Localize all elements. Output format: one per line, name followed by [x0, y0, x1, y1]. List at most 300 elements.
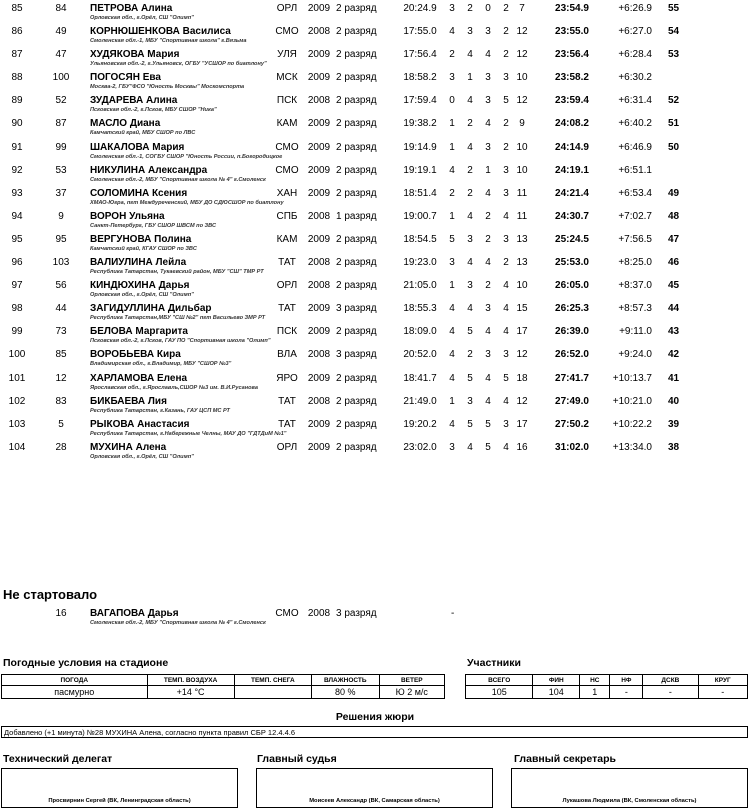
shooting-4: 5 — [503, 95, 509, 107]
shooting-1: 1 — [449, 210, 455, 222]
place-number: 101 — [8, 372, 26, 384]
sport-category: 2 разряд — [336, 418, 377, 430]
bib-number: 5 — [58, 418, 64, 430]
shooting-1: 4 — [449, 418, 455, 430]
finish-time: 26:39.0 — [555, 326, 589, 338]
region-code: СМО — [275, 141, 299, 153]
birth-year: 2009 — [307, 72, 331, 84]
finish-time: 25:53.0 — [555, 257, 589, 269]
sport-category: 2 разряд — [336, 26, 377, 38]
bib-number: 99 — [55, 141, 67, 153]
time-behind: +6:51.1 — [618, 164, 652, 176]
points: 41 — [668, 372, 680, 384]
shooting-2: 4 — [467, 210, 473, 222]
dsq-value: - — [643, 686, 698, 699]
place-number: 92 — [11, 164, 23, 176]
shooting-2: 4 — [467, 257, 473, 269]
place-number: 90 — [11, 118, 23, 130]
result-row — [0, 323, 750, 346]
athlete-club: Камчатский край, МБУ СШОР по ЛВС — [90, 130, 196, 137]
place-number: 103 — [8, 418, 26, 430]
birth-year: 2009 — [307, 187, 331, 199]
ski-time: 19:00.7 — [403, 210, 437, 222]
region-code: ОРЛ — [276, 280, 298, 292]
shooting-4: 5 — [503, 372, 509, 384]
penalty-total: 17 — [516, 418, 528, 430]
sport-category: 2 разряд — [336, 49, 377, 61]
athlete-club: Псковская обл.-2, г.Псков, ГАУ ПО "Спортивная школа "Олимп" — [90, 338, 271, 345]
time-behind: +13:34.0 — [612, 441, 652, 453]
ski-time: 20:52.0 — [403, 349, 437, 361]
athlete-name: ЗАГИДУЛЛИНА Дильбар — [90, 303, 212, 315]
shooting-2: 5 — [467, 326, 473, 338]
birth-year: 2008 — [307, 257, 331, 269]
points: 40 — [668, 395, 680, 407]
birth-year: 2008 — [307, 280, 331, 292]
points: 44 — [668, 303, 680, 315]
ski-time: 17:55.0 — [403, 26, 437, 38]
lap-header: КРУГ — [698, 675, 747, 686]
bib-number: 53 — [55, 164, 67, 176]
region-code: ТАТ — [278, 418, 296, 430]
shooting-3: 4 — [485, 118, 491, 130]
shooting-3: 5 — [485, 441, 491, 453]
athlete-name: ВАЛИУЛИНА Лейла — [90, 257, 187, 269]
athlete-club: Смоленская обл.-2, МБУ "Спортивная школа № 4" г.Смоленск — [90, 176, 266, 183]
finish-time: 24:14.9 — [555, 141, 589, 153]
region-code: СМО — [275, 26, 299, 38]
athlete-club: Орловская обл., г.Орёл, СШ "Олимп" — [90, 453, 194, 460]
result-row — [0, 185, 750, 208]
athlete-name: РЫКОВА Анастасия — [90, 418, 190, 430]
shooting-2: 4 — [467, 303, 473, 315]
athlete-club: Орловская обл., г.Орёл, СШ "Олимп" — [90, 15, 194, 21]
birth-year: 2009 — [307, 49, 331, 61]
shooting-3: 4 — [485, 326, 491, 338]
shooting-2: 1 — [467, 72, 473, 84]
shooting-1: 2 — [449, 187, 455, 199]
shooting-3: 4 — [485, 372, 491, 384]
sport-category: 2 разряд — [336, 3, 377, 14]
athlete-club: Псковская обл.-2, г.Псков, МБУ СШОР "Ника" — [90, 107, 217, 114]
penalty-total: 10 — [516, 280, 528, 292]
shooting-3: 3 — [485, 95, 491, 107]
penalty-total: 18 — [516, 372, 528, 384]
wind-header: ВЕТЕР — [379, 675, 444, 686]
shooting-3: 3 — [485, 72, 491, 84]
region-code: МСК — [276, 72, 298, 84]
bib-number: 84 — [55, 3, 67, 14]
bib-number: 100 — [52, 72, 70, 84]
shooting-1: 4 — [449, 164, 455, 176]
time-behind: +8:25.0 — [618, 257, 652, 269]
finish-time: 23:59.4 — [555, 95, 589, 107]
penalty-total: 12 — [516, 349, 528, 361]
shooting-3: 4 — [485, 187, 491, 199]
bib-number: 44 — [55, 303, 67, 315]
place-number: 88 — [11, 72, 23, 84]
total-value: 105 — [466, 686, 533, 699]
time-behind: +8:57.3 — [618, 303, 652, 315]
points: 51 — [668, 118, 680, 130]
place-number: 94 — [11, 210, 23, 222]
shooting-3: 5 — [485, 418, 491, 430]
athlete-club: Республика Татарстан, Тукаевский район, МБУ "СШ" ТМР РТ — [90, 269, 264, 276]
bib-number: 83 — [55, 395, 67, 407]
penalty-total: 12 — [516, 395, 528, 407]
finish-time: 27:41.7 — [555, 372, 589, 384]
place-number: 98 — [11, 303, 23, 315]
athlete-name: МУХИНА Алена — [90, 441, 167, 453]
time-behind: +9:24.0 — [618, 349, 652, 361]
birth-year: 2009 — [307, 418, 331, 430]
birth-year: 2008 — [307, 608, 331, 619]
shooting-4: 3 — [503, 233, 509, 245]
birth-year: 2009 — [307, 233, 331, 245]
birth-year: 2009 — [307, 441, 331, 453]
shooting-3: 3 — [485, 303, 491, 315]
athlete-name: ХАРЛАМОВА Елена — [90, 372, 188, 384]
shooting-3: 0 — [485, 3, 491, 14]
result-row — [0, 393, 750, 416]
region-code: ОРЛ — [276, 441, 298, 453]
shooting-4: 2 — [503, 118, 509, 130]
shooting-1: 2 — [449, 49, 455, 61]
shooting-1: 3 — [449, 257, 455, 269]
time-behind: +6:27.0 — [618, 26, 652, 38]
sport-category: 2 разряд — [336, 280, 377, 292]
finish-time: 27:50.2 — [555, 418, 589, 430]
finish-time: 26:05.0 — [555, 280, 589, 292]
time-behind: +6:28.4 — [618, 49, 652, 61]
shooting-1: 1 — [449, 280, 455, 292]
place-number: 86 — [11, 26, 23, 38]
official-role: Главный судья — [257, 753, 337, 765]
bib-number: 9 — [58, 210, 64, 222]
time-behind: +10:22.2 — [612, 418, 652, 430]
ski-time: 18:51.4 — [403, 187, 437, 199]
bib-number: 85 — [55, 349, 67, 361]
shooting-4: 2 — [503, 141, 509, 153]
shooting-3: 3 — [485, 26, 491, 38]
bib-number: 12 — [55, 372, 67, 384]
bib-number: 103 — [52, 257, 70, 269]
bib-number: 87 — [55, 118, 67, 130]
dns-value: 1 — [580, 686, 610, 699]
result-row — [0, 300, 750, 323]
finish-time: 23:55.0 — [555, 26, 589, 38]
athlete-name: ПОГОСЯН Ева — [90, 72, 161, 84]
shooting-2: 2 — [467, 3, 473, 14]
dnf-header: НФ — [610, 675, 643, 686]
humidity-value: 80 % — [311, 686, 379, 699]
result-row — [0, 162, 750, 185]
points: 43 — [668, 326, 680, 338]
shooting-4: 4 — [503, 326, 509, 338]
shooting-1: 3 — [449, 3, 455, 14]
bib-number: 52 — [55, 95, 67, 107]
result-row — [0, 92, 750, 115]
points: 52 — [668, 95, 680, 107]
sport-category: 2 разряд — [336, 395, 377, 407]
ski-time: 21:05.0 — [403, 280, 437, 292]
dnf-value: - — [610, 686, 643, 699]
penalty-total: 11 — [516, 210, 528, 222]
shooting-4: 4 — [503, 280, 509, 292]
athlete-club: Ульяновская обл.-2, г.Ульяновск, ОГБУ "УСШОР по биатлону" — [90, 61, 267, 68]
shooting-3: 2 — [485, 233, 491, 245]
signature-box — [256, 768, 493, 808]
athlete-club: Владимирская обл., г.Владимир, МБУ "СШОР №3" — [90, 361, 232, 368]
shooting-2: 2 — [467, 187, 473, 199]
birth-year: 2009 — [307, 164, 331, 176]
snow-temp-value — [234, 686, 311, 699]
points: 53 — [668, 49, 680, 61]
shooting-2: 3 — [467, 395, 473, 407]
region-code: УЛЯ — [277, 49, 297, 61]
region-code: ПСК — [276, 326, 298, 338]
total-header: ВСЕГО — [466, 675, 533, 686]
penalty-total: 10 — [516, 164, 528, 176]
sport-category: 2 разряд — [336, 187, 377, 199]
weather-title: Погодные условия на стадионе — [3, 657, 169, 669]
region-code: ТАТ — [278, 303, 296, 315]
points: 47 — [668, 233, 680, 245]
shooting-1: 1 — [449, 141, 455, 153]
time-behind: +6:31.4 — [618, 95, 652, 107]
result-row — [0, 346, 750, 369]
air-temp-value: +14 °С — [147, 686, 234, 699]
shooting-1: 5 — [449, 233, 455, 245]
athlete-name: ШАКАЛОВА Мария — [90, 141, 185, 153]
points: 38 — [668, 441, 680, 453]
place-number: 93 — [11, 187, 23, 199]
bib-number: 95 — [55, 233, 67, 245]
ski-time: 19:14.9 — [403, 141, 437, 153]
region-code: ТАТ — [278, 257, 296, 269]
birth-year: 2009 — [307, 141, 331, 153]
birth-year: 2008 — [307, 95, 331, 107]
athlete-name: ВОРОН Ульяна — [90, 210, 165, 222]
shooting-1: 1 — [449, 395, 455, 407]
snow-temp-header: ТЕМП. СНЕГА — [234, 675, 311, 686]
bib-number: 37 — [55, 187, 67, 199]
jury-title: Решения жюри — [335, 711, 415, 723]
athlete-name: ВЕРГУНОВА Полина — [90, 233, 192, 245]
finish-time: 25:24.5 — [555, 233, 589, 245]
athlete-club: Республика Татарстан, г.Казань, ГАУ ЦСП МС РТ — [90, 407, 230, 414]
finish-time: 24:30.7 — [555, 210, 589, 222]
shooting-3: 2 — [485, 210, 491, 222]
finish-time: 27:49.0 — [555, 395, 589, 407]
athlete-name: НИКУЛИНА Александра — [90, 164, 208, 176]
shooting-3: 3 — [485, 349, 491, 361]
wind-value: Ю 2 м/с — [379, 686, 444, 699]
weather-header: ПОГОДА — [2, 675, 148, 686]
shooting-4: 2 — [503, 3, 509, 14]
penalty-total: 11 — [516, 187, 528, 199]
shooting-4: 3 — [503, 164, 509, 176]
time-behind: +6:40.2 — [618, 118, 652, 130]
finish-time: 26:52.0 — [555, 349, 589, 361]
participants-table — [465, 674, 748, 699]
finish-time: 23:54.9 — [555, 3, 589, 14]
penalty-total: 15 — [516, 303, 528, 315]
region-code: ТАТ — [278, 395, 296, 407]
athlete-name: ПЕТРОВА Алина — [90, 3, 173, 14]
ski-time: 18:55.3 — [403, 303, 437, 315]
result-row — [0, 23, 750, 46]
sport-category: 2 разряд — [336, 441, 377, 453]
finished-value: 104 — [533, 686, 580, 699]
athlete-name: БЕЛОВА Маргарита — [90, 326, 188, 338]
no-result-dash: - — [451, 608, 455, 619]
shooting-1: 4 — [449, 326, 455, 338]
points: 55 — [668, 3, 680, 14]
shooting-2: 2 — [467, 118, 473, 130]
region-code: КАМ — [276, 233, 298, 245]
shooting-2: 5 — [467, 372, 473, 384]
shooting-1: 3 — [449, 72, 455, 84]
shooting-2: 3 — [467, 26, 473, 38]
penalty-total: 10 — [516, 141, 528, 153]
sport-category: 2 разряд — [336, 95, 377, 107]
birth-year: 2009 — [307, 3, 331, 14]
time-behind: +6:26.9 — [618, 3, 652, 14]
jury-decision: Добавлено (+1 минута) №28 МУХИНА Алена, согласно пункта правил СБР 12.4.4.6 — [1, 726, 748, 738]
place-number: 100 — [8, 349, 26, 361]
points: 50 — [668, 141, 680, 153]
finished-header: ФИН — [533, 675, 580, 686]
sport-category: 3 разряд — [336, 608, 377, 619]
sport-category: 2 разряд — [336, 372, 377, 384]
birth-year: 2008 — [307, 349, 331, 361]
shooting-2: 4 — [467, 441, 473, 453]
athlete-name: ХУДЯКОВА Мария — [90, 49, 180, 61]
result-row — [0, 0, 750, 23]
ski-time: 18:58.2 — [403, 72, 437, 84]
ski-time: 19:19.1 — [403, 164, 437, 176]
shooting-3: 4 — [485, 49, 491, 61]
time-behind: +10:21.0 — [612, 395, 652, 407]
shooting-3: 1 — [485, 164, 491, 176]
finish-time: 31:02.0 — [555, 441, 589, 453]
athlete-club: Республика Татарстан,МБУ "СШ №2" пгт Васильево ЗМР РТ — [90, 315, 266, 322]
points: 46 — [668, 257, 680, 269]
region-code: ВЛА — [277, 349, 297, 361]
athlete-club: Орловская обл., г.Орёл, СШ "Олимп" — [90, 292, 194, 299]
official-role: Главный секретарь — [514, 753, 616, 765]
shooting-2: 3 — [467, 233, 473, 245]
result-row — [0, 416, 750, 439]
shooting-3: 3 — [485, 141, 491, 153]
shooting-1: 4 — [449, 349, 455, 361]
result-row — [0, 277, 750, 300]
athlete-name: ВОРОБЬЕВА Кира — [90, 349, 181, 361]
shooting-3: 4 — [485, 395, 491, 407]
weather-table — [1, 674, 445, 699]
not-started-title: Не стартовало — [3, 587, 98, 602]
penalty-total: 10 — [516, 72, 528, 84]
birth-year: 2008 — [307, 210, 331, 222]
time-behind: +7:56.5 — [618, 233, 652, 245]
athlete-club: Республика Татарстан, г.Набережные Челны, МАУ ДО "ГДТДиМ №1" — [90, 430, 287, 437]
sport-category: 2 разряд — [336, 141, 377, 153]
shooting-4: 4 — [503, 395, 509, 407]
time-behind: +7:02.7 — [618, 210, 652, 222]
points: 42 — [668, 349, 680, 361]
points: 49 — [668, 187, 680, 199]
athlete-club: Смоленская обл.-2, МБУ "Спортивная школа № 4" г.Смоленск — [90, 620, 266, 626]
shooting-1: 4 — [449, 26, 455, 38]
bib-number: 49 — [55, 26, 67, 38]
points: 39 — [668, 418, 680, 430]
sport-category: 2 разряд — [336, 118, 377, 130]
ski-time: 18:54.5 — [403, 233, 437, 245]
shooting-3: 2 — [485, 280, 491, 292]
sport-category: 3 разряд — [336, 349, 377, 361]
athlete-club: Москва-2, ГБУ"ФСО "Юность Москвы" Москомспорта — [90, 84, 245, 91]
athlete-club: ХМАО-Югра, пгт Междуреченский, МБУ ДО СДЮСШОР по биатлону — [90, 199, 284, 206]
penalty-total: 17 — [516, 326, 528, 338]
athlete-name: ВАГАПОВА Дарья — [90, 608, 179, 619]
shooting-1: 0 — [449, 95, 455, 107]
athlete-name: КИНДЮХИНА Дарья — [90, 280, 190, 292]
athlete-name: ЗУДАРЕВА Алина — [90, 95, 178, 107]
athlete-club: Смоленская обл.-1, СОГБУ СШОР "Юность России, п.Богородицкое — [90, 153, 283, 160]
shooting-2: 5 — [467, 418, 473, 430]
place-number: 87 — [11, 49, 23, 61]
time-behind: +6:30.2 — [618, 72, 652, 84]
region-code: ХАН — [276, 187, 298, 199]
humidity-header: ВЛАЖНОСТЬ — [311, 675, 379, 686]
ski-time: 19:23.0 — [403, 257, 437, 269]
official-role: Технический делегат — [3, 753, 113, 765]
region-code: СМО — [275, 164, 299, 176]
penalty-total: 12 — [516, 95, 528, 107]
penalty-total: 7 — [519, 3, 525, 14]
shooting-4: 3 — [503, 72, 509, 84]
ski-time: 18:41.7 — [403, 372, 437, 384]
points: 48 — [668, 210, 680, 222]
result-row — [0, 439, 750, 462]
place-number: 89 — [11, 95, 23, 107]
shooting-2: 4 — [467, 141, 473, 153]
athlete-club: Камчатский край, КГАУ СШОР по ЗВС — [90, 245, 197, 252]
athlete-club: Смоленская обл.-1, МБУ "Спортивная школа" г.Вязьма — [90, 38, 247, 45]
place-number: 96 — [11, 257, 23, 269]
not-started-row — [0, 605, 750, 628]
shooting-2: 2 — [467, 164, 473, 176]
sport-category: 3 разряд — [336, 303, 377, 315]
shooting-4: 4 — [503, 210, 509, 222]
penalty-total: 13 — [516, 233, 528, 245]
lap-value: - — [698, 686, 747, 699]
region-code: ЯРО — [276, 372, 298, 384]
shooting-4: 2 — [503, 257, 509, 269]
signature-box — [511, 768, 748, 808]
dns-header: НС — [580, 675, 610, 686]
penalty-total: 12 — [516, 26, 528, 38]
time-behind: +9:11.0 — [619, 326, 652, 338]
official-name: Лукашова Людмила (ВК, Смоленская область) — [562, 798, 697, 804]
penalty-total: 16 — [516, 441, 528, 453]
finish-time: 24:21.4 — [555, 187, 589, 199]
place-number: 91 — [11, 141, 23, 153]
bib-number: 73 — [55, 326, 67, 338]
place-number: 85 — [11, 3, 23, 14]
athlete-name: МАСЛО Диана — [90, 118, 161, 130]
